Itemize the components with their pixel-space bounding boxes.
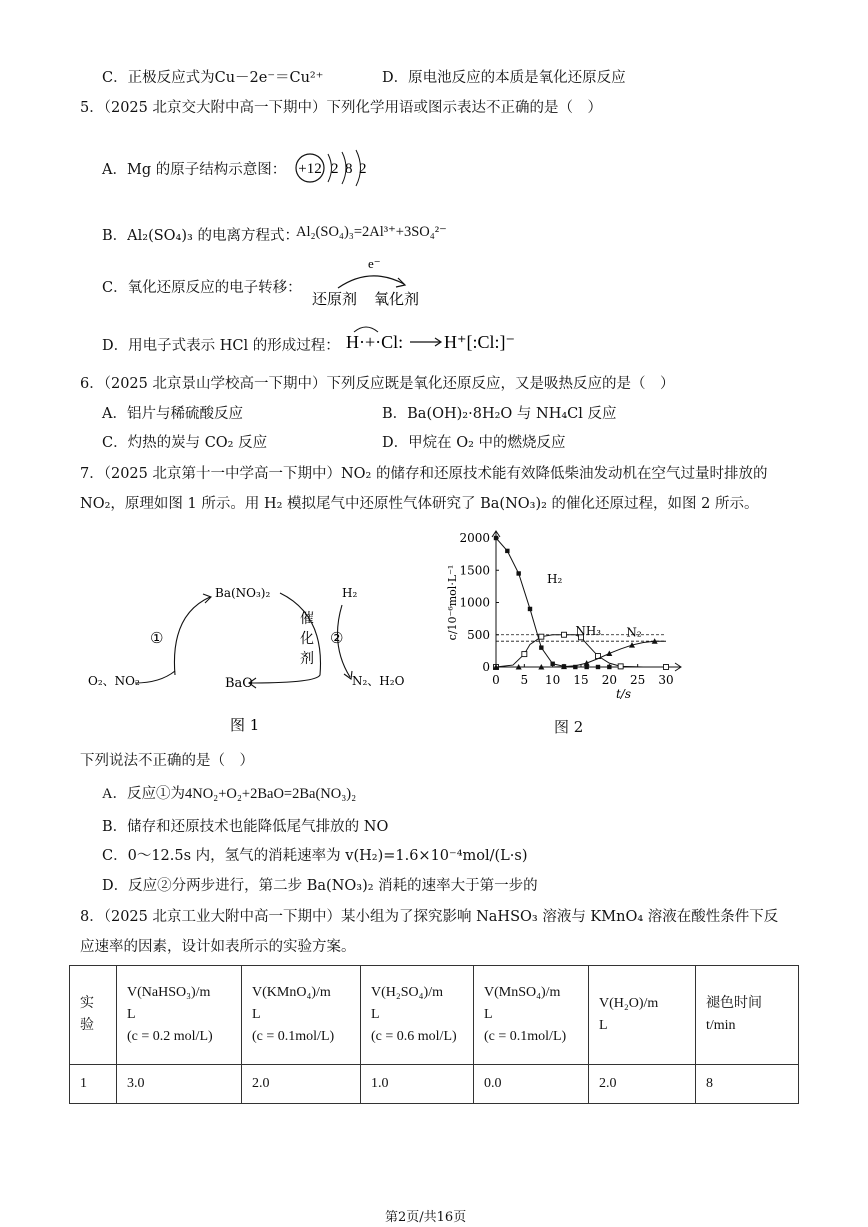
series-label: H₂ (547, 572, 563, 587)
table-cell: 2.0 (589, 1065, 696, 1104)
q7-option-a: A．反应①为4NO₂+O₂+2BaO=2Ba(NO₃)₂ (102, 786, 357, 802)
table-cell: 3.0 (117, 1065, 242, 1104)
x-tick-label: 5 (520, 673, 529, 687)
mg-atom-diagram (290, 148, 380, 188)
shell-3-label: 2 (359, 161, 367, 177)
table-cell: 0.0 (474, 1065, 589, 1104)
data-point (562, 632, 567, 637)
series-line (496, 538, 621, 667)
figure-2-chart (436, 526, 696, 736)
table-cell: 1.0 (361, 1065, 474, 1104)
y-tick-label: 1500 (459, 563, 490, 578)
step-1-label: ① (150, 629, 164, 647)
table-row (70, 1065, 799, 1104)
electron-transfer-diagram (310, 254, 460, 310)
q7-option-c: C．0～12.5s 内，氢气的消耗速率为 v(H₂)=1.6×10⁻⁴mol/(L·s) (102, 848, 528, 864)
bao-label: BaO (225, 676, 253, 691)
header-cell: V(MnSO₄)/m L (c = 0.1mol/L) (474, 966, 589, 1065)
table-header-row (70, 966, 799, 1065)
q4-option-d: D．原电池反应的本质是氧化还原反应 (382, 70, 626, 86)
q8-stem-line2: 应速率的因素，设计如表所示的实验方案。 (80, 939, 356, 955)
q5-option-a: A．Mg 的原子结构示意图： (102, 162, 287, 178)
catalyst-char-1: 催 (300, 611, 314, 627)
x-tick-label: 15 (573, 673, 589, 687)
shell-2-label: 8 (345, 161, 353, 177)
header-cell: V(H₂O)/m L (589, 966, 696, 1065)
shell-1-label: 2 (331, 161, 339, 177)
data-point (528, 607, 532, 611)
figure-1-caption: 图 1 (230, 716, 260, 734)
header-cell: 实 验 (70, 966, 117, 1065)
header-cell: 褪色时间 t/min (696, 966, 799, 1065)
x-tick-label: 10 (545, 673, 561, 687)
figure-1-cycle (80, 575, 430, 745)
q5-option-c-label: C．氧化还原反应的电子转移： (102, 280, 302, 296)
hcl-formation-diagram (344, 322, 534, 358)
y-tick-label: 1000 (459, 595, 490, 610)
q5-option-b-label: B．Al₂(SO₄)₃ 的电离方程式： (102, 228, 299, 244)
figure-2-caption: 图 2 (554, 718, 584, 736)
series-label: N₂ (626, 625, 642, 640)
table-cell: 2.0 (242, 1065, 361, 1104)
n2-h2o-label: N₂、H₂O (352, 674, 405, 688)
header-cell: V(H₂SO₄)/m L (c = 0.6 mol/L) (361, 966, 474, 1065)
hcl-rhs-text: H⁺[:Cl:]⁻ (444, 332, 515, 352)
series-label: NH₃ (575, 623, 602, 638)
page-footer: 第2页/共16页 (385, 1210, 467, 1225)
experiment-table (69, 965, 799, 1104)
data-point (550, 662, 554, 666)
header-cell: V(KMnO₄)/m L (c = 0.1mol/L) (242, 966, 361, 1065)
table-cell: 1 (70, 1065, 117, 1104)
data-point (505, 549, 509, 553)
q4-option-c: C．正极反应式为Cu－2e⁻＝Cu²⁺ (102, 70, 324, 86)
q7-option-d: D．反应②分两步进行，第二步 Ba(NO₃)₂ 消耗的速率大于第一步的 (102, 878, 538, 894)
electron-label: e⁻ (368, 256, 381, 271)
q5-stem: 5．（2025 北京交大附中高一下期中）下列化学用语或图示表达不正确的是（ ） (80, 100, 602, 116)
data-point (522, 652, 527, 657)
x-tick-label: 25 (630, 673, 646, 687)
y-axis-label: c/10⁻⁶mol·L⁻¹ (446, 564, 459, 641)
x-tick-label: 0 (492, 673, 500, 687)
data-point (516, 571, 520, 575)
data-point (494, 536, 498, 540)
catalyst-char-3: 剂 (300, 651, 314, 667)
o2-no2-label: O₂、NO₂ (88, 674, 140, 688)
data-point (618, 664, 623, 669)
q7-option-b: B．储存和还原技术也能降低尾气排放的 NO (102, 819, 389, 835)
data-point (539, 634, 544, 639)
hcl-lhs-text: H·+·Cl: (346, 332, 404, 352)
reductant-label: 还原剂 (312, 290, 358, 308)
q6-option-d: D．甲烷在 O₂ 中的燃烧反应 (382, 435, 566, 451)
data-point (584, 660, 590, 666)
ba-no3-2-label: Ba(NO₃)₂ (215, 586, 271, 600)
data-point (596, 665, 600, 669)
h2-label: H₂ (342, 586, 358, 600)
q7-stem-line1: 7．（2025 北京第十一中学高一下期中）NO₂ 的储存和还原技术能有效降低柴油发动机在空气过量时排放的 (80, 466, 768, 482)
x-tick-label: 30 (658, 673, 674, 687)
q8-stem-line1: 8．（2025 北京工业大附中高一下期中）某小组为了探究影响 NaHSO₃ 溶液与 KMnO₄ 溶液在酸性条件下反 (80, 909, 779, 925)
oxidant-label: 氧化剂 (374, 290, 420, 308)
x-axis-label: t/s (615, 687, 632, 701)
q7-stem-line2: NO₂，原理如图 1 所示。用 H₂ 模拟尾气中还原性气体研究了 Ba(NO₃)₂ 的催化还原过程，如图 2 所示。 (80, 496, 759, 512)
y-tick-label: 500 (467, 627, 490, 642)
q6-option-b: B．Ba(OH)₂·8H₂O 与 NH₄Cl 反应 (382, 406, 617, 422)
y-tick-label: 2000 (459, 531, 490, 545)
table-cell: 8 (696, 1065, 799, 1104)
header-cell: V(NaHSO₃)/m L (c = 0.2 mol/L) (117, 966, 242, 1065)
q6-option-a: A．铝片与稀硫酸反应 (102, 406, 243, 422)
q7-lead: 下列说法不正确的是（ ） (80, 753, 254, 769)
q6-option-c: C．灼热的炭与 CO₂ 反应 (102, 435, 268, 451)
q6-stem: 6．（2025 北京景山学校高一下期中）下列反应既是氧化还原反应，又是吸热反应的是（ ） (80, 376, 675, 392)
q5-option-b-equation: Al₂(SO₄)₃=2Al³⁺+3SO₄²⁻ (296, 224, 447, 240)
data-point (607, 665, 611, 669)
data-point (539, 645, 543, 649)
data-point (664, 665, 669, 670)
data-point (606, 650, 612, 656)
step-2-label: ② (330, 629, 344, 647)
x-tick-label: 20 (601, 673, 617, 687)
catalyst-char-2: 化 (300, 631, 314, 647)
y-tick-label: 0 (482, 660, 490, 674)
mg-nucleus-label: +12 (298, 161, 322, 177)
q5-option-d-label: D．用电子式表示 HCl 的形成过程： (102, 338, 340, 354)
